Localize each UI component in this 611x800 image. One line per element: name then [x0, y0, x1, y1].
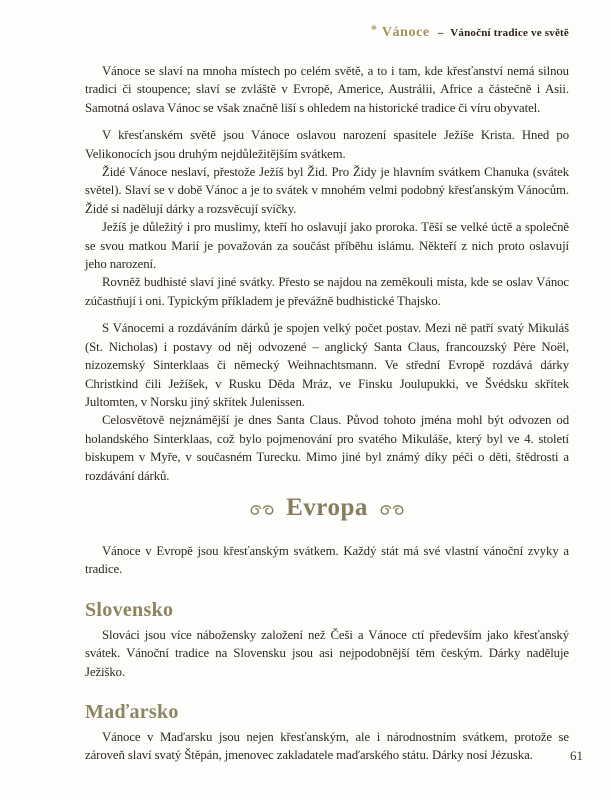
subsection-heading-madarsko: Maďarsko	[85, 701, 179, 724]
page-number: 61	[570, 748, 583, 763]
running-header-chapter-title: Vánoční tradice ve světě	[450, 27, 569, 39]
running-header-book-title: Vánoce	[381, 25, 430, 40]
snowflake-ornament-icon: ❋	[370, 24, 377, 32]
paragraph: Židé Vánoce neslaví, přestože Ježíš byl Žid. Pro Židy je hlavním svátkem Chanuka (svátek světel). Slaví se v době Vánoc a je to svátek v mnohém velmi podobný křesťanským Vánocům. Židé si nadělují dárky a rozsvěcují svíčky.	[85, 165, 569, 216]
paragraph: V křesťanském světě jsou Vánoce oslavou narození spasitele Ježíše Krista. Hned po Velikonocích jsou druhým nejdůležitějším svátkem.	[85, 128, 569, 161]
paragraph: S Vánocemi a rozdáváním dárků je spojen velký počet postav. Mezi ně patří svatý Mikuláš (St. Nicholas) i postavy od něj odvozené – anglický Santa Claus, francouzský Père Noël, nizozemský Sinterklaas či německý Weihnachtsmann. Ve střední Evropě rozdává dárky Christkind čili Ježíšek, v Rusku Děda Mráz, ve Finsku Joulupukki, ve Švédsku skřítek Jultomten, v Norsku jiný skřítek Julenissen.	[85, 321, 569, 409]
paragraph: Ježíš je důležitý i pro muslimy, kteří ho oslavují jako proroka. Těší se velké úctě a společně se svou matkou Marií je považován za součást příběhu islámu. Někteří z nich proto oslavují jeho narození.	[85, 220, 569, 272]
running-header-separator: –	[437, 27, 444, 39]
europe-section	[85, 494, 569, 765]
paragraph: Slováci jsou více nábožensky založení než Češi a Vánoce ctí především jako křesťanský svátek. Vánoční tradice na Slovensku jsou asi nejpodobnější těm českým. Dárky naděluje Ježiško.	[85, 627, 569, 679]
paragraph: Celosvětově nejznámější je dnes Santa Claus. Původ tohoto jména mohl být odvozen od holandského Sinterklaas, což bylo pojmenování pro svatého Mikuláše, který byl ve 4. století biskupem v Myře, v současném Turecku. Mimo jiné byl známý díky péči o děti, štědrosti a rozdávání dárků.	[85, 413, 569, 483]
scroll-ornament-right-icon	[379, 504, 405, 516]
scroll-ornament-left-icon	[249, 504, 275, 516]
paragraph: Vánoce se slaví na mnoha místech po celém světě, a to i tam, kde křesťanství nemá silnou tradici či stoupence; slaví se zvláště v Evropě, Americe, Austrálii, Africe a částečně i Asii. Samotná oslava Vánoc se však značně liší s ohledem na historické tradice či víru obyvatel.	[85, 64, 569, 115]
subsection-heading-slovensko: Slovensko	[85, 598, 174, 621]
running-header	[371, 23, 569, 41]
section-intro-paragraph: Vánoce v Evropě jsou křesťanským svátkem. Každý stát má své vlastní vánoční zvyky a tradice.	[85, 544, 569, 577]
section-heading-label: Evropa	[286, 494, 368, 521]
section-heading-evropa	[85, 494, 569, 522]
paragraph: Rovněž budhisté slaví jiné svátky. Přesto se najdou na zeměkouli místa, kde se oslav Vánoc zúčastňují i oni. Typickým příkladem je převážně budhistické Thajsko.	[85, 275, 569, 308]
paragraph: Vánoce v Maďarsku jsou nejen křesťanským, ale i národnostním svátkem, protože se zároveň slaví svatý Štěpán, jmenovec zakladatele maďarského státu. Dárky nosí Jézuska.	[85, 730, 569, 763]
body-text-column	[85, 62, 569, 485]
